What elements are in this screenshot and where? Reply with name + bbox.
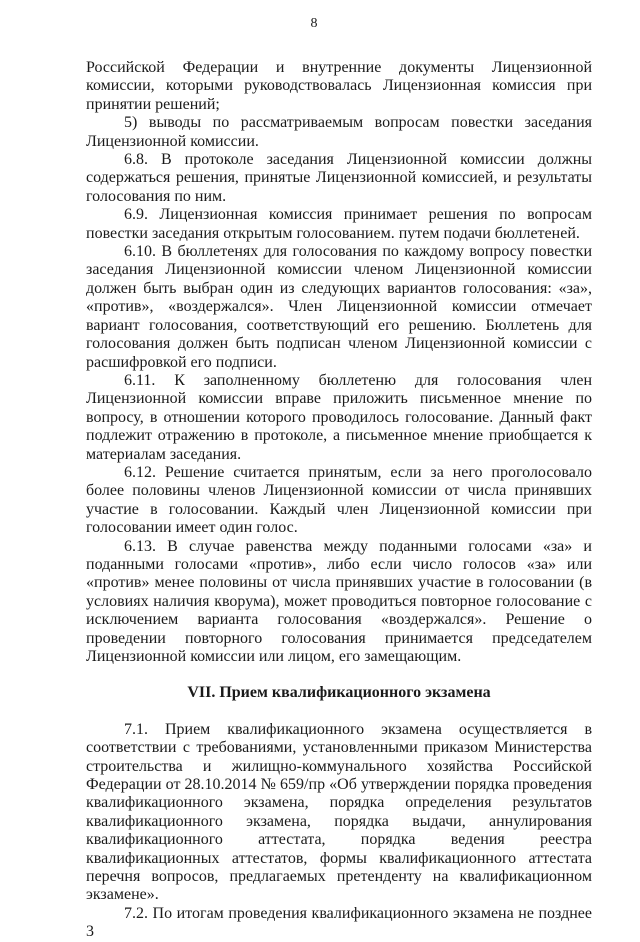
page-number: 8 bbox=[310, 16, 318, 31]
paragraph-7-2: 7.2. По итогам проведения квалификационного экзамена не позднее 3 bbox=[86, 904, 592, 941]
paragraph-6-10: 6.10. В бюллетенях для голосования по каждому вопросу повестки заседания Лицензионной комиссии членом Лицензионной комиссии должен быть выбран один из следующих вариантов голосования: «за», «против», «воздержался». Член Лицензионной комиссии отмечает вариант голосования, соответствующий его решению. Бюллетень для голосования должен быть подписан членом Лицензионной комиссии с расшифровкой его подписи. bbox=[86, 243, 592, 371]
paragraph-6-12: 6.12. Решение считается принятым, если за него проголосовало более половины членов Лицензионной комиссии от числа принявших участие в голосовании. Каждый член Лицензионной комиссии при голосовании имеет один голос. bbox=[86, 463, 592, 537]
paragraph-continuation: Российской Федерации и внутренние документы Лицензионной комиссии, которыми руководствовалась Лицензионная комиссия при принятии решений; bbox=[86, 59, 592, 113]
paragraph-6-11: 6.11. К заполненному бюллетеню для голосования член Лицензионной комиссии вправе приложить письменное мнение по вопросу, в отношении которого проводилось голосование. Данный факт подлежит отражению в протоколе, а письменное мнение приобщается к материалам заседания. bbox=[86, 371, 592, 463]
paragraph-6-9: 6.9. Лицензионная комиссия принимает решения по вопросам повестки заседания открытым голосованием. путем подачи бюллетеней. bbox=[86, 206, 592, 242]
paragraph-6-13: 6.13. В случае равенства между поданными голосами «за» и поданными голосами «против», либо если число голосов «за» или «против» менее половины от числа принявших участие в голосовании (в условиях наличия кворума), может проводиться повторное голосование с исключением варианта голосования «воздержался». Решение о проведении повторного голосования принимается председателем Лицензионной комиссии или лицом, его замещающим. bbox=[86, 537, 592, 665]
section-heading: VII. Прием квалификационного экзамена bbox=[187, 684, 491, 702]
paragraph-item-5: 5) выводы по рассматриваемым вопросам повестки заседания Лицензионной комиссии. bbox=[86, 114, 592, 150]
paragraph-6-8: 6.8. В протоколе заседания Лицензионной комиссии должны содержаться решения, принятые Лицензионной комиссией, и результаты голосования по ним. bbox=[86, 151, 592, 205]
paragraph-7-1: 7.1. Прием квалификационного экзамена осуществляется в соответствии с требованиями, установленными приказом Министерства строительства и жилищно-коммунального хозяйства Российской Федерации от 28.10.2014 № 659/пр «Об утверждении порядка проведения квалификационного экзамена, порядка определения результатов квалификационного экзамена, порядка выдачи, аннулирования квалификационного аттестата, порядка ведения реестра квалификационных аттестатов, формы квалификационного аттестата перечня вопросов, предлагаемых претенденту на квалификационном экзамене». bbox=[86, 720, 592, 904]
